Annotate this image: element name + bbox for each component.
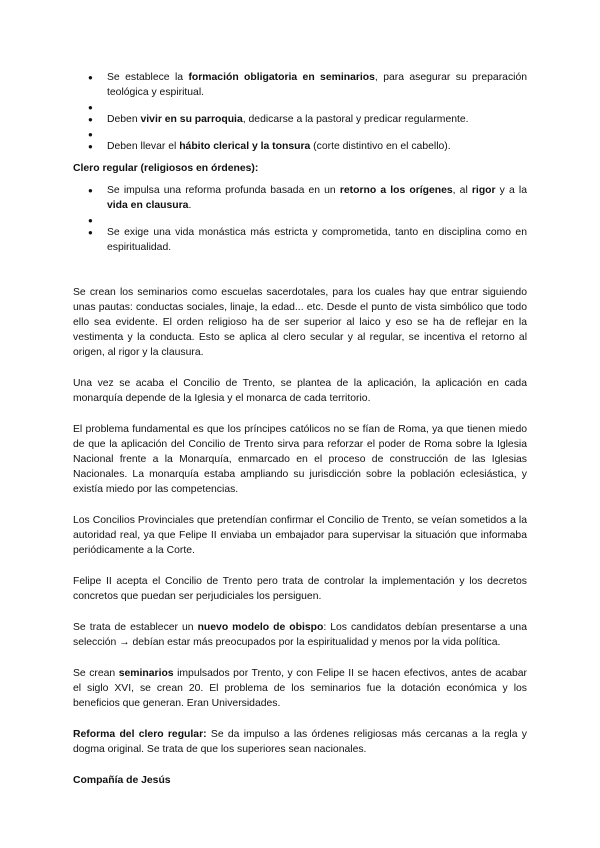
spacer <box>73 255 527 269</box>
bold-text: Reforma del clero regular: <box>73 729 207 740</box>
paragraph-obispo: Se trata de establecer un nuevo modelo de obispo: Los candidatos debían presentarse a una selección → debían estar más preocupados por la espiritualidad y menos por la vida política. <box>73 622 527 648</box>
compania-de-jesus-heading: Compañía de Jesús <box>73 775 171 786</box>
bold-text: nuevo modelo de obispo <box>197 622 324 633</box>
spacer <box>73 604 527 620</box>
paragraph-problema: El problema fundamental es que los príncipes católicos no se fían de Roma, ya que tienen miedo de que la aplicación del Concilio de Trento sirva para reforzar el poder de Roma sobre la Iglesia Nacional frente a la Monarquía, enmarcado en el proceso de construcción de las Iglesias Nacionales. La monarquía estaba ampliando su jurisdicción sobre la población eclesiástica, y existía miedo por las competencias. <box>73 424 527 495</box>
list-item: ● Deben llevar el hábito clerical y la tonsura (corte distintivo en el cabello). <box>107 139 527 154</box>
list-item: ● Se impulsa una reforma profunda basada en un retorno a los orígenes, al rigor y a la vida en clausura. <box>107 183 527 213</box>
spacer <box>73 757 527 773</box>
spacer <box>73 558 527 574</box>
document-page <box>73 70 527 788</box>
paragraph-seminarios-trento: Se crean seminarios impulsados por Trento, y con Felipe II se hacen efectivos, antes de acabar el siglo XVI, se crean 20. El problema de los seminarios fue la dotación económica y los beneficios que generan. Eran Universidades. <box>73 668 527 709</box>
bold-text: retorno a los orígenes <box>339 185 453 196</box>
bold-text: rigor <box>471 185 496 196</box>
bold-text: hábito clerical y la tonsura <box>179 141 311 152</box>
clero-regular-list <box>73 183 527 255</box>
spacer <box>107 213 527 225</box>
paragraph-reforma-clero-regular: Reforma del clero regular: Se da impulso a las órdenes religiosas más cercanas a la regla y dogma original. Se trata de que los superiores sean nacionales. <box>73 729 527 755</box>
spacer <box>73 406 527 422</box>
clero-regular-heading: Clero regular (religiosos en órdenes): <box>73 163 259 174</box>
spacer <box>107 127 527 139</box>
spacer <box>73 650 527 666</box>
paragraph-aplicacion: Una vez se acaba el Concilio de Trento, se plantea de la aplicación, la aplicación en cada monarquía depende de la Iglesia y el monarca de cada territorio. <box>73 378 527 404</box>
bold-text: formación obligatoria en seminarios <box>188 72 375 83</box>
paragraph-concilios-provinciales: Los Concilios Provinciales que pretendían confirmar el Concilio de Trento, se veían sometidos a la autoridad real, ya que Felipe II enviaba un embajador para supervisar la situación que informaba periódicamente a la Corte. <box>73 515 527 556</box>
bold-text: seminarios <box>118 668 174 679</box>
bold-text: vivir en su parroquia <box>140 114 243 125</box>
spacer <box>73 497 527 513</box>
list-item: ● Se establece la formación obligatoria en seminarios, para asegurar su preparación teológica y espiritual. <box>107 70 527 100</box>
paragraph-seminarios: Se crean los seminarios como escuelas sacerdotales, para los cuales hay que entrar siguiendo unas pautas: conductas sociales, linaje, la edad... etc. Desde el punto de vista simbólico que todo ello sea evidente. El orden religioso ha de ser superior al laico y eso se ha de reflejar en la vestimenta y la conducta. Esto se aplica al clero secular y al regular, se incentiva el retorno al origen, al rigor y la clausura. <box>73 287 527 358</box>
spacer <box>73 360 527 376</box>
spacer <box>73 711 527 727</box>
spacer <box>73 269 527 285</box>
paragraph-felipe-ii: Felipe II acepta el Concilio de Trento pero trata de controlar la implementación y los decretos concretos que puedan ser perjudiciales los persiguen. <box>73 576 527 602</box>
bold-text: vida en clausura <box>107 200 189 211</box>
list-item: ● Deben vivir en su parroquia, dedicarse a la pastoral y predicar regularmente. <box>107 112 527 127</box>
seminary-requirements-list <box>73 70 527 154</box>
spacer <box>107 100 527 112</box>
list-item: ● Se exige una vida monástica más estricta y comprometida, tanto en disciplina como en espiritualidad. <box>107 225 527 255</box>
